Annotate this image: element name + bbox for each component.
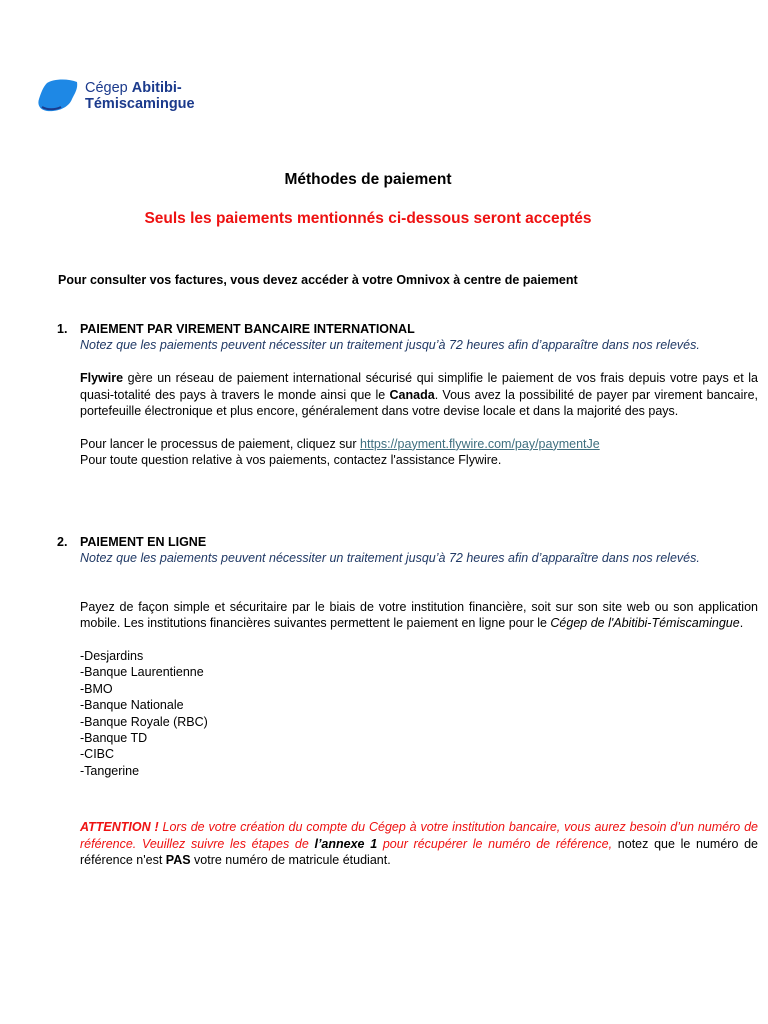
college-logo: [37, 78, 195, 114]
payment-instructions: Pour lancer le processus de paiement, cliquez sur https://payment.flywire.com/pay/paymentJe: [80, 436, 600, 451]
logo-wordmark: Cégep Abitibi- Témiscamingue: [85, 80, 195, 112]
page-subtitle: Seuls les paiements mentionnés ci-dessous seront acceptés: [144, 210, 592, 227]
section-number: 2.: [57, 535, 68, 549]
list-item: -BMO: [80, 681, 113, 696]
list-item: -Tangerine: [80, 763, 140, 778]
list-item: -Desjardins: [80, 649, 144, 664]
list-item: -Banque Nationale: [80, 698, 184, 713]
online-paragraph: Payez de façon simple et sécuritaire par le biais de votre institution financière, soit sur son site web ou son application mobile. Les institutions financières suivantes permettent le paiement en ligne pour le Cégep de l'Abitibi-Témiscamingue.: [80, 599, 758, 631]
list-item: -CIBC: [80, 747, 115, 762]
section-heading: PAIEMENT PAR VIREMENT BANCAIRE INTERNATIONAL: [80, 322, 415, 336]
page-title: Méthodes de paiement: [284, 171, 452, 188]
flywire-payment-link[interactable]: https://payment.flywire.com/pay/paymentJe: [360, 436, 600, 451]
list-item: -Banque TD: [80, 730, 148, 745]
logo-mark-icon: [37, 79, 79, 113]
processing-note: Notez que les paiements peuvent nécessiter un traitement jusqu’à 72 heures afin d’apparaître dans nos relevés.: [80, 551, 700, 566]
section-number: 1.: [57, 322, 68, 336]
support-text: Pour toute question relative à vos paiements, contactez l'assistance Flywire.: [80, 453, 502, 468]
attention-notice: ATTENTION ! Lors de votre création du compte du Cégep à votre institution bancaire, vous aurez besoin d’un numéro de référence. Veuillez suivre les étapes de l’annexe 1 pour récupérer le numéro de référence, notez que le numéro de référence n'est PAS votre numéro de matricule étudiant.: [80, 820, 759, 867]
list-item: -Banque Laurentienne: [80, 665, 204, 680]
intro-text: Pour consulter vos factures, vous devez accéder à votre Omnivox à centre de paiement: [58, 273, 578, 287]
flywire-paragraph: Flywire gère un réseau de paiement international sécurisé qui simplifie le paiement de vos frais depuis votre pays et la quasi-totalité des pays à travers le monde ainsi que le Canada. Vous avez la possibilité de payer par virement bancaire, portefeuille électronique et plus encore, généralement dans votre devise locale et dans la majorité des pays.: [80, 371, 758, 419]
list-item: -Banque Royale (RBC): [80, 714, 208, 729]
processing-note: Notez que les paiements peuvent nécessiter un traitement jusqu’à 72 heures afin d’apparaître dans nos relevés.: [80, 338, 700, 353]
section-heading: PAIEMENT EN LIGNE: [80, 535, 207, 549]
bank-list: [80, 648, 758, 779]
